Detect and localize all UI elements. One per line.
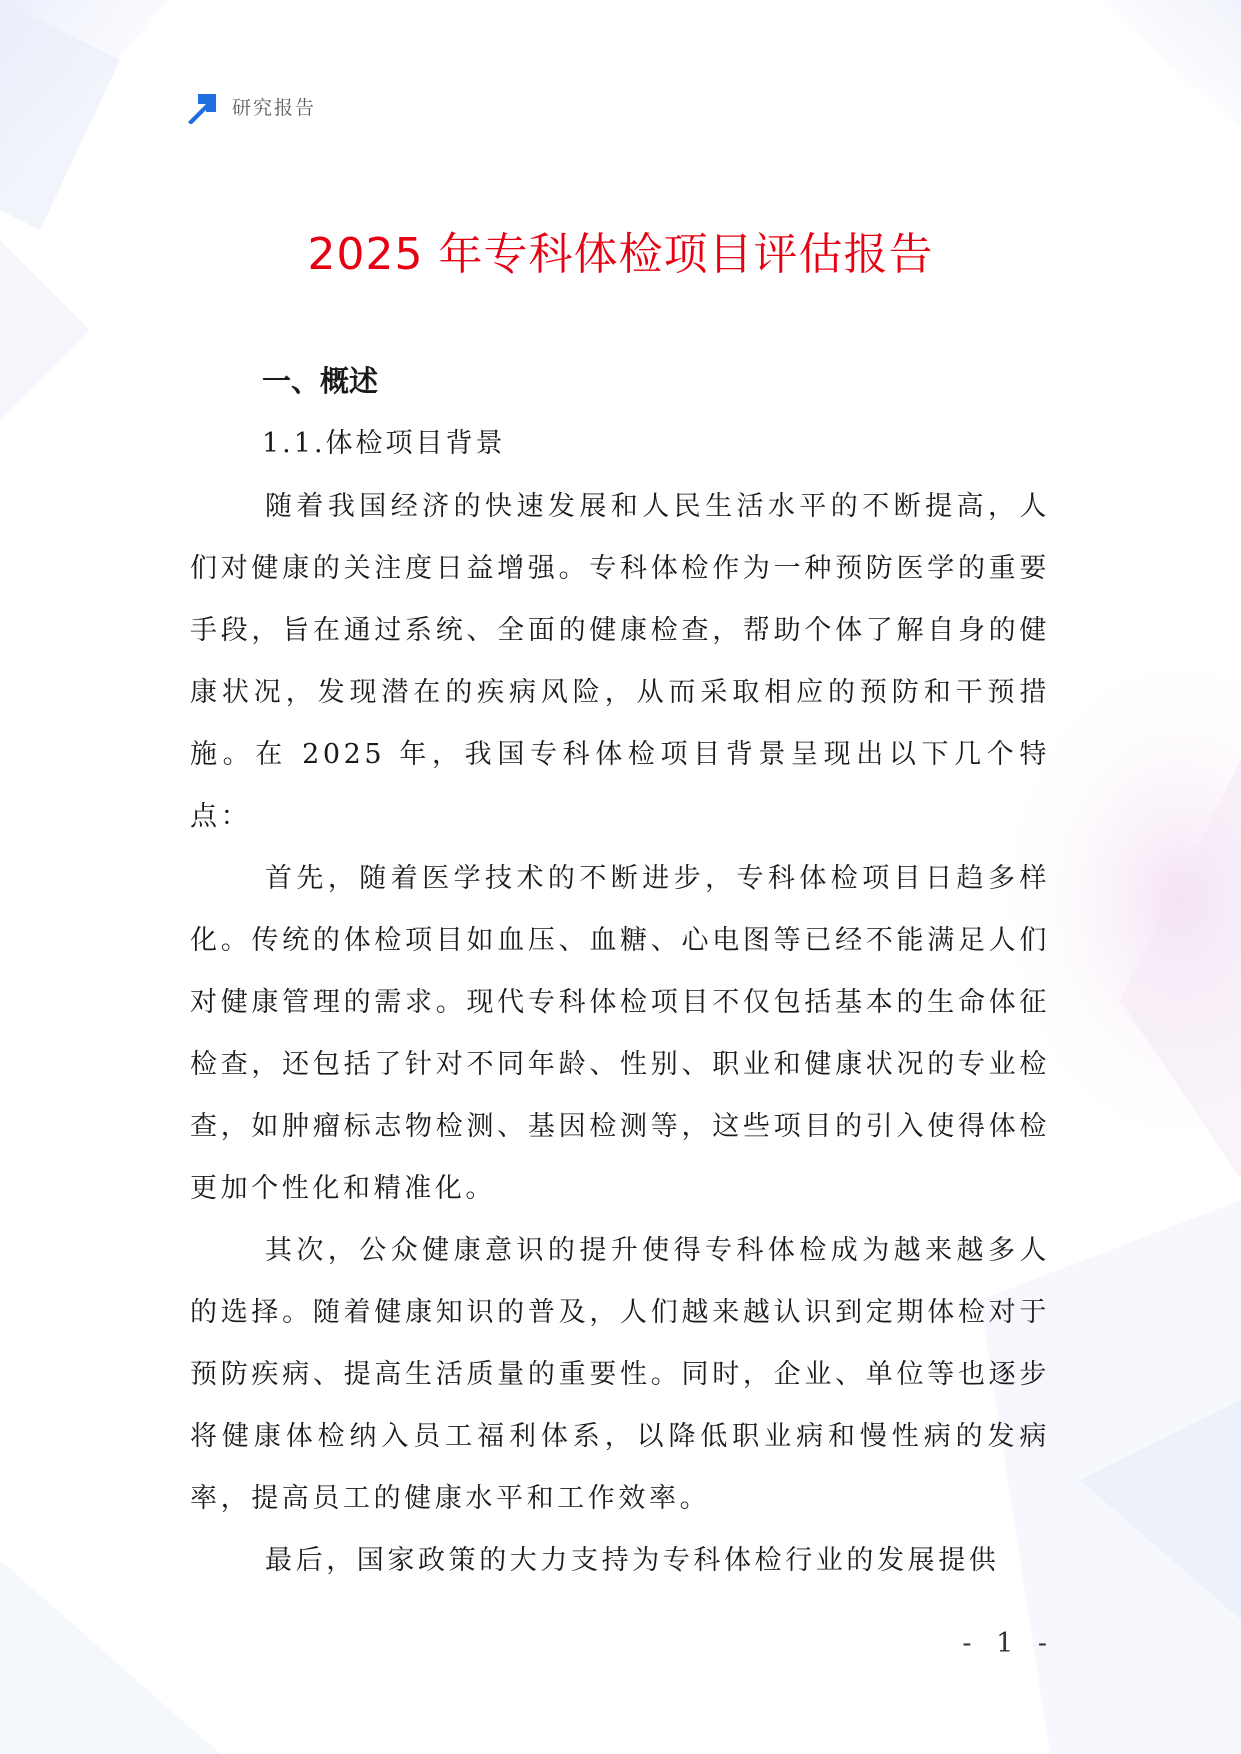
subsection-heading: 1.1.体检项目背景 bbox=[262, 428, 506, 459]
report-header bbox=[186, 88, 316, 124]
report-title: 2025 年专科体检项目评估报告 bbox=[307, 229, 934, 280]
arrow-logo-icon bbox=[186, 88, 222, 124]
section-heading: 一、概述 bbox=[262, 364, 379, 398]
paragraph: 首先，随着医学技术的不断进步，专科体检项目日趋多样化。传统的体检项目如血压、血糖、心电图等已经不能满足人们对健康管理的需求。现代专科体检项目不仅包括基本的生命体征检查，还包括了针对不同年龄、性别、职业和健康状况的专业检查，如肿瘤标志物检测、基因检测等，这些项目的引入使得体检更加个性化和精准化。 bbox=[190, 863, 1050, 1204]
paragraph: 其次，公众健康意识的提升使得专科体检成为越来越多人的选择。随着健康知识的普及，人们越来越认识到定期体检对于预防疾病、提高生活质量的重要性。同时，企业、单位等也逐步将健康体检纳入员工福利体系，以降低职业病和慢性病的发病率，提高员工的健康水平和工作效率。 bbox=[190, 1235, 1050, 1514]
page-number: - 1 - bbox=[962, 1628, 1055, 1659]
report-content bbox=[190, 350, 1050, 1592]
header-label: 研究报告 bbox=[232, 96, 317, 119]
paragraph: 随着我国经济的快速发展和人民生活水平的不断提高，人们对健康的关注度日益增强。专科体检作为一种预防医学的重要手段，旨在通过系统、全面的健康检查，帮助个体了解自身的健康状况，发现潜在的疾病风险，从而采取相应的预防和干预措施。在 2025 年，我国专科体检项目背景呈现出以下几个特点： bbox=[190, 491, 1050, 832]
paragraph: 最后，国家政策的大力支持为专科体检行业的发展提供 bbox=[265, 1545, 1000, 1576]
